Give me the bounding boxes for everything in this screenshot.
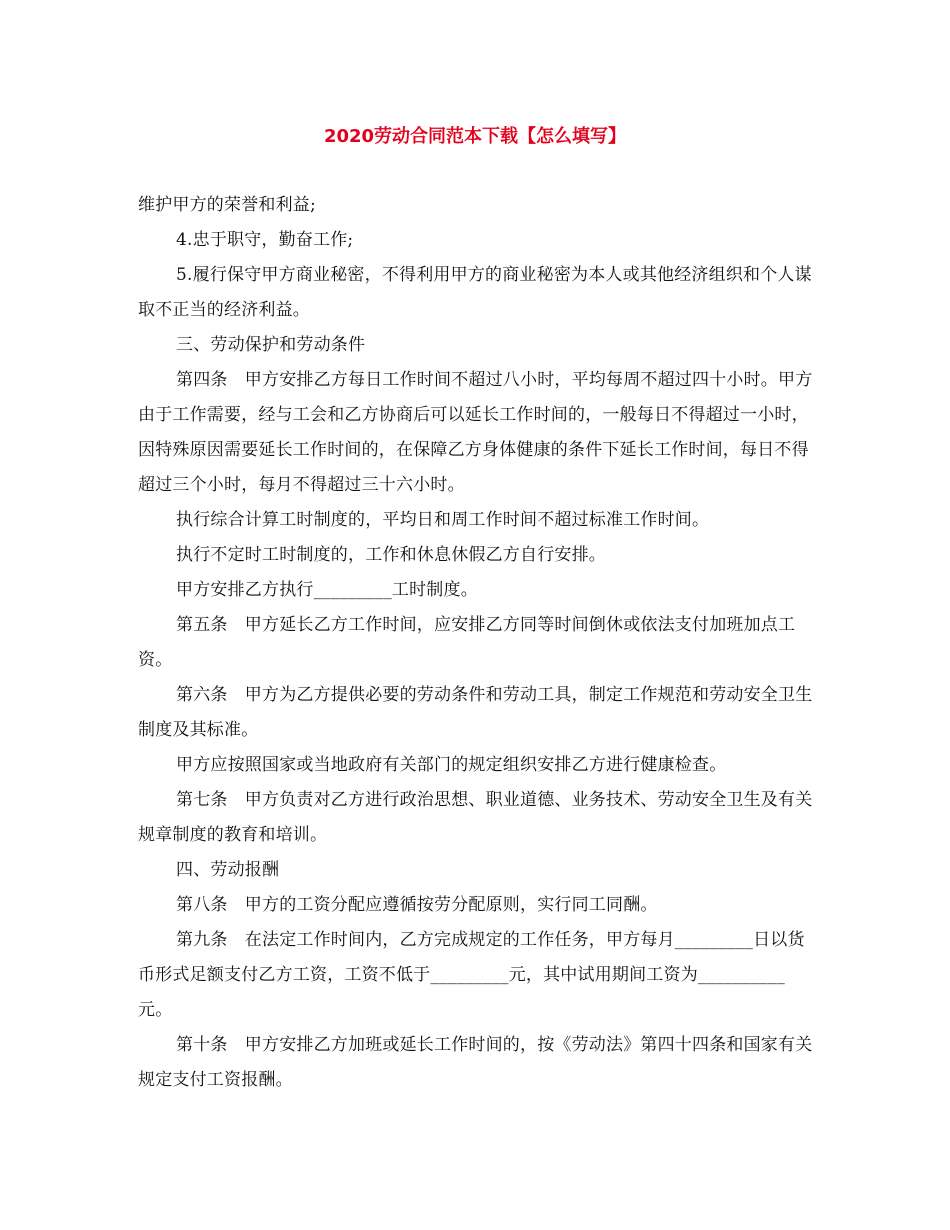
article-7: 第七条 甲方负责对乙方进行政治思想、职业道德、业务技术、劳动安全卫生及有关规章制度的教育和培训。 — [138, 790, 813, 845]
paragraph-3: 5.履行保守甲方商业秘密，不得利用甲方的商业秘密为本人或其他经济组织和个人谋取不正当的经济利益。 — [138, 265, 812, 320]
paragraph-6: 执行综合计算工时制度的，平均日和周工作时间不超过标准工作时间。 — [176, 510, 710, 530]
paragraph-1: 维护甲方的荣誉和利益; — [138, 195, 316, 215]
document-title: 2020劳动合同范本下载【怎么填写】 — [323, 126, 627, 147]
article-8: 第八条 甲方的工资分配应遵循按劳分配原则，实行同工同酬。 — [176, 895, 658, 915]
paragraph-7: 执行不定时工时制度的，工作和休息休假乙方自行安排。 — [176, 545, 606, 565]
article-10: 第十条 甲方安排乙方加班或延长工作时间的，按《劳动法》第四十四条和国家有关规定支付工资报酬。 — [138, 1035, 813, 1090]
paragraph-2: 4.忠于职守，勤奋工作; — [176, 230, 354, 250]
section-heading-4: 四、劳动报酬 — [176, 860, 280, 880]
article-6: 第六条 甲方为乙方提供必要的劳动条件和劳动工具，制定工作规范和劳动安全卫生制度及其标准。 — [138, 685, 813, 740]
article-5: 第五条 甲方延长乙方工作时间，应安排乙方同等时间倒休或依法支付加班加点工资。 — [138, 615, 796, 670]
paragraph-8: 甲方安排乙方执行_________工时制度。 — [176, 580, 478, 600]
section-heading-3: 三、劳动保护和劳动条件 — [176, 335, 366, 355]
paragraph-11: 甲方应按照国家或当地政府有关部门的规定组织安排乙方进行健康检查。 — [176, 755, 727, 775]
article-9: 第九条 在法定工作时间内，乙方完成规定的工作任务，甲方每月_________日以货币形式足额支付乙方工资，工资不低于_________元，其中试用期间工资为__________元。 — [138, 930, 805, 1020]
article-4: 第四条 甲方安排乙方每日工作时间不超过八小时，平均每周不超过四十小时。甲方由于工作需要，经与工会和乙方协商后可以延长工作时间的，一般每日不得超过一小时，因特殊原因需要延长工作时间的，在保障乙方身体健康的条件下延长工作时间，每日不得超过三个小时，每月不得超过三十六小时。 — [138, 370, 813, 495]
document-body — [138, 188, 818, 1098]
